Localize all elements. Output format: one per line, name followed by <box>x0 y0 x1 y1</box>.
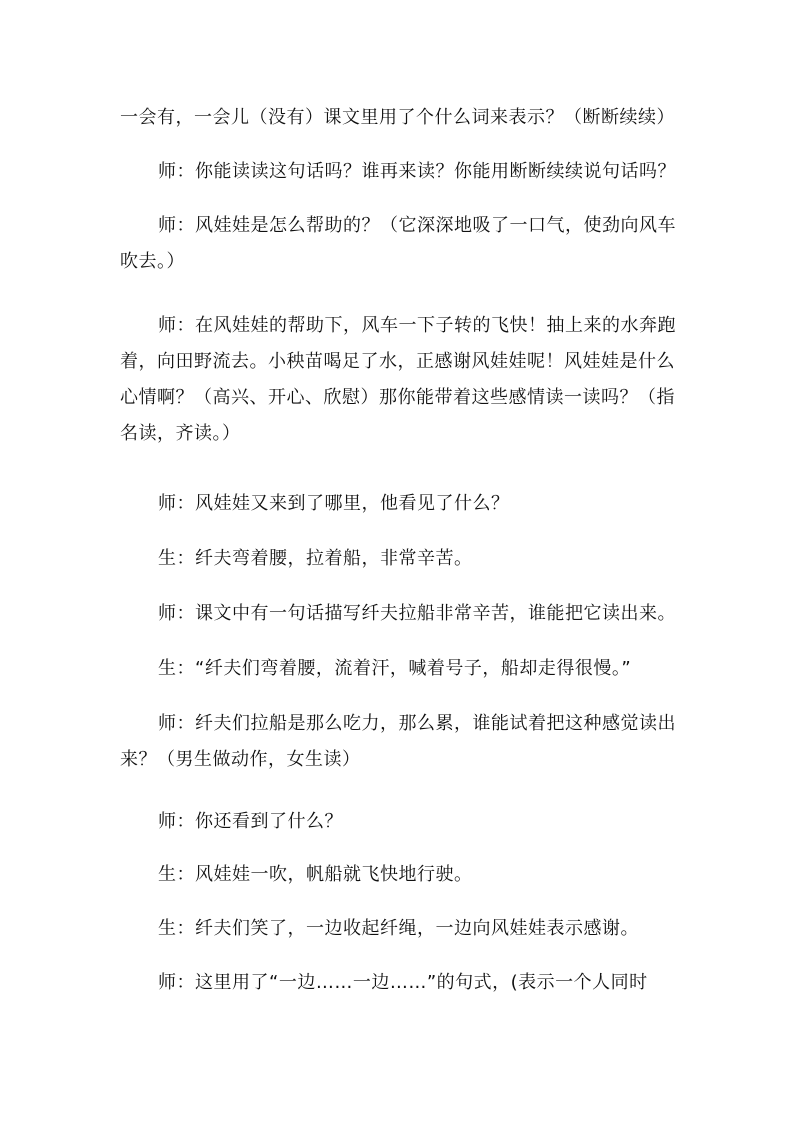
paragraph-7: 师：课文中有一句话描写纤夫拉船非常辛苦，谁能把它读出来。 <box>158 603 676 624</box>
paragraph-9: 师：纤夫们拉船是那么吃力，那么累，谁能试着把这种感觉读出来？（男生做动作，女生读） <box>120 713 676 770</box>
paragraph-2: 师：你能读读这句话吗？谁再来读？你能用断断续续说句话吗？ <box>158 161 676 182</box>
paragraph-10: 师：你还看到了什么？ <box>158 811 343 832</box>
paragraph-5: 师：风娃娃又来到了哪里，他看见了什么？ <box>158 493 510 514</box>
paragraph-11: 生：风娃娃一吹，帆船就飞快地行驶。 <box>158 864 473 885</box>
paragraph-8: 生：“纤夫们弯着腰，流着汗，喊着号子，船却走得很慢。” <box>158 658 632 679</box>
paragraph-13: 师：这里用了“一边……一边……”的句式，(表示一个人同时 <box>158 972 648 993</box>
paragraph-6: 生：纤夫弯着腰，拉着船，非常辛苦。 <box>158 548 473 569</box>
paragraph-1: 一会有，一会儿（没有）课文里用了个什么词来表示？（断断续续） <box>120 107 675 128</box>
paragraph-4: 师：在风娃娃的帮助下，风车一下子转的飞快！抽上来的水奔跑着，向田野流去。小秧苗喝足了水，正感谢风娃娃呢！风娃娃是什么心情啊？（高兴、开心、欣慰）那你能带着这些感情读一读吗？（指名读，齐读。） <box>120 315 676 444</box>
paragraph-3: 师：风娃娃是怎么帮助的？（它深深地吸了一口气，使劲向风车吹去。） <box>120 215 676 272</box>
paragraph-12: 生：纤夫们笑了，一边收起纤绳，一边向风娃娃表示感谢。 <box>158 918 639 939</box>
